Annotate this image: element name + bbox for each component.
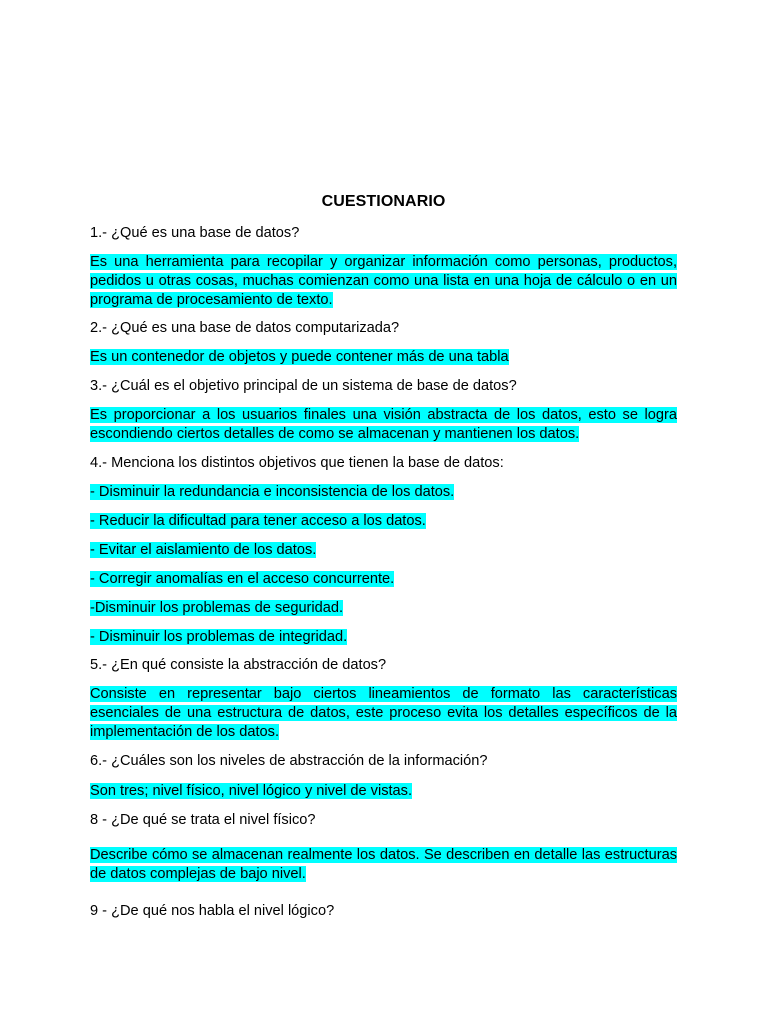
answer-2 xyxy=(90,348,677,367)
objective-item xyxy=(90,483,677,502)
objective-item xyxy=(90,599,677,618)
objective-item xyxy=(90,628,677,647)
document-title: CUESTIONARIO xyxy=(321,193,446,210)
answer-6 xyxy=(90,782,677,801)
answer-3 xyxy=(90,406,677,444)
objective-item-text: - Disminuir los problemas de integridad. xyxy=(90,629,348,645)
answer-1 xyxy=(90,253,677,310)
question-5: 5.- ¿En qué consiste la abstracción de datos? xyxy=(90,657,387,673)
answer-5-text: Consiste en representar bajo ciertos lineamientos de formato las características esenciales de una estructura de datos, este proceso evita los detalles específicos de la implementación de los datos. xyxy=(90,686,677,740)
answer-8 xyxy=(90,846,677,884)
question-8: 8 - ¿De qué se trata el nivel físico? xyxy=(90,812,316,828)
question-6: 6.- ¿Cuáles son los niveles de abstracción de la información? xyxy=(90,753,488,769)
objective-item-text: - Corregir anomalías en el acceso concurrente. xyxy=(90,571,395,587)
answer-5 xyxy=(90,685,677,742)
answer-3-text: Es proporcionar a los usuarios finales una visión abstracta de los datos, esto se logra escondiendo ciertos detalles de como se almacenan y mantienen los datos. xyxy=(90,407,677,442)
objective-item-text: -Disminuir los problemas de seguridad. xyxy=(90,600,344,616)
question-3: 3.- ¿Cuál es el objetivo principal de un sistema de base de datos? xyxy=(90,378,517,394)
objective-item-text: - Disminuir la redundancia e inconsistencia de los datos. xyxy=(90,484,455,500)
objective-item-text: - Evitar el aislamiento de los datos. xyxy=(90,542,317,558)
objective-item xyxy=(90,512,677,531)
answer-8-text: Describe cómo se almacenan realmente los datos. Se describen en detalle las estructuras de datos complejas de bajo nivel. xyxy=(90,847,677,882)
answer-2-text: Es un contenedor de objetos y puede contener más de una tabla xyxy=(90,349,509,365)
objective-item-text: - Reducir la dificultad para tener acceso a los datos. xyxy=(90,513,426,529)
question-9: 9 - ¿De qué nos habla el nivel lógico? xyxy=(90,903,335,919)
objective-item xyxy=(90,541,677,560)
answer-6-text: Son tres; nivel físico, nivel lógico y nivel de vistas. xyxy=(90,783,413,799)
question-2: 2.- ¿Qué es una base de datos computarizada? xyxy=(90,320,400,336)
answer-1-text: Es una herramienta para recopilar y organizar información como personas, productos, pedidos u otras cosas, muchas comienzan como una lista en una hoja de cálculo o en un programa de procesamiento de texto. xyxy=(90,254,677,308)
objective-item xyxy=(90,570,677,589)
document-page xyxy=(90,0,677,1024)
question-1: 1.- ¿Qué es una base de datos? xyxy=(90,225,300,241)
question-4: 4.- Menciona los distintos objetivos que tienen la base de datos: xyxy=(90,455,504,471)
